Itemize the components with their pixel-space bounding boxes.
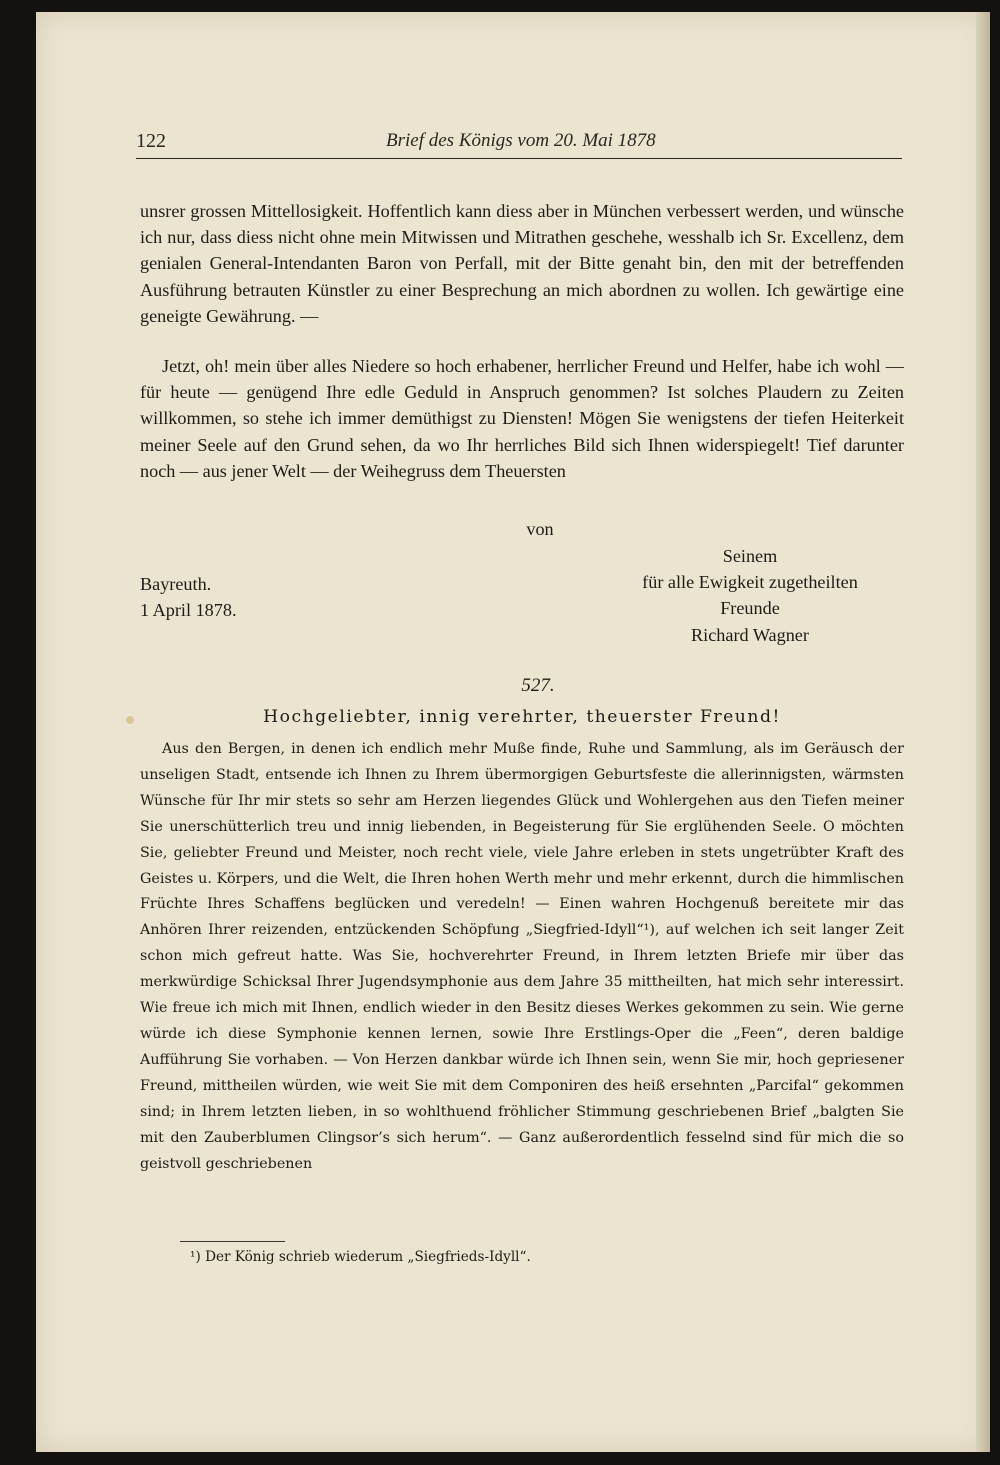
running-head: Brief des Königs vom 20. Mai 1878 [386,130,656,151]
paper-stain [126,716,134,724]
place-date [140,571,237,623]
page-number: 122 [136,130,166,152]
fraktur-paragraph: Aus den Bergen, in denen ich endlich mehr Muße finde, Ruhe und Sammlung, als im Geräusch der unseligen Stadt, entsende ich Ihnen zu Ihrem übermorgigen Geburtsfeste die allerinnigsten, wärmsten Wünsche für Ihr mir stets so sehr am Herzen liegendes Glück und Wohlergehen aus den Tiefen meiner Sie unerschütterlich treu und innig liebenden, in Begeisterung für Sie erglühenden Seele. O möchten Sie, geliebter Freund und Meister, noch recht viele, viele Jahre erleben in stets ungetrübter Kraft des Geistes u. Körpers, und die Welt, die Ihren hohen Werth mehr und mehr erkennt, durch die himmlischen Früchte Ihres Schaffens beglücken und veredeln! — Einen wahren Hochgenuß bereitete mir das Anhören Ihrer reizenden, entzückenden Schöpfung „Siegfried-Idyll“¹), auf welchen ich seit langer Zeit schon mich gefreut hatte. Was Sie, hochverehrter Freund, in Ihrem letzten Briefe mir über das merkwürdige Schicksal Ihrer Jugendsymphonie aus dem Jahre 35 mittheilten, hat mich sehr interessirt. Wie freue ich mich mit Ihnen, endlich wieder in den Besitz dieses Werkes gekommen zu sein. Wie gerne würde ich diese Symphonie kennen lernen, sowie Ihre Erstlings-Oper die „Feen“, deren baldige Aufführung Sie vorhaben. — Von Herzen dankbar würde ich Ihnen sein, wenn Sie mir, hoch gepriesener Freund, mittheilen würden, wie weit Sie mit dem Componiren des heiß ersehnten „Parcifal“ gekommen sind; in Ihrem letzten lieben, in so wohlthuend fröhlicher Stimmung geschriebenen Brief „balgten Sie mit den Zauberblumen Clingsor’s sich herum“. — Ganz außerordentlich fesselnd sind für mich die so geistvoll geschriebenen [140,741,904,1172]
page-edge [976,12,990,1452]
signature-block [580,543,920,648]
signature-line: für alle Ewigkeit zugetheilten [642,572,858,593]
footnote-rule [180,1241,285,1242]
date: 1 April 1878. [140,600,237,621]
paragraph-1: unsrer grossen Mittellosigkeit. Hoffentlich kann diess aber in München verbessert werden, und wünsche ich nur, dass diess nicht ohne mein Mitwissen und Mitrathen geschehe, wesshalb ich Sr. Excellenz, dem genialen General-Intendanten Baron von Perfall, mit der Bitte genaht bin, den mit der betreffenden Ausführung betrauten Künstler zu einer Besprechung an mich abordnen zu wollen. Ich gewärtige eine geneigte Gewährung. — [140,201,904,326]
place: Bayreuth. [140,574,212,594]
signature-line: Freunde [720,598,780,619]
paragraph-2: Jetzt, oh! mein über alles Niedere so hoch erhabener, herrlicher Freund und Helfer, habe ich wohl — für heute — genügend Ihre edle Geduld in Anspruch genommen? Ist solches Plaudern zu Zeiten willkommen, so stehe ich immer demüthigst zu Diensten! Mögen Sie wenigstens der tiefen Heiterkeit meiner Seele auf den Grund sehen, da wo Ihr herrliches Bild sich Ihnen widerspiegelt! Tief darunter noch — aus jener Welt — der Weihegruss dem Theuersten [140,356,904,481]
letter-number: 527. [521,675,555,696]
page-header [136,130,902,159]
signature-name: Richard Wagner [691,624,809,645]
signature-line: Seinem [722,546,778,566]
footnote: ¹) Der König schrieb wiederum „Siegfrieds-Idyll“. [190,1249,531,1265]
closing-von: von [526,519,554,539]
salutation: Hochgeliebter, innig verehrter, theuerster Freund! [263,707,781,727]
